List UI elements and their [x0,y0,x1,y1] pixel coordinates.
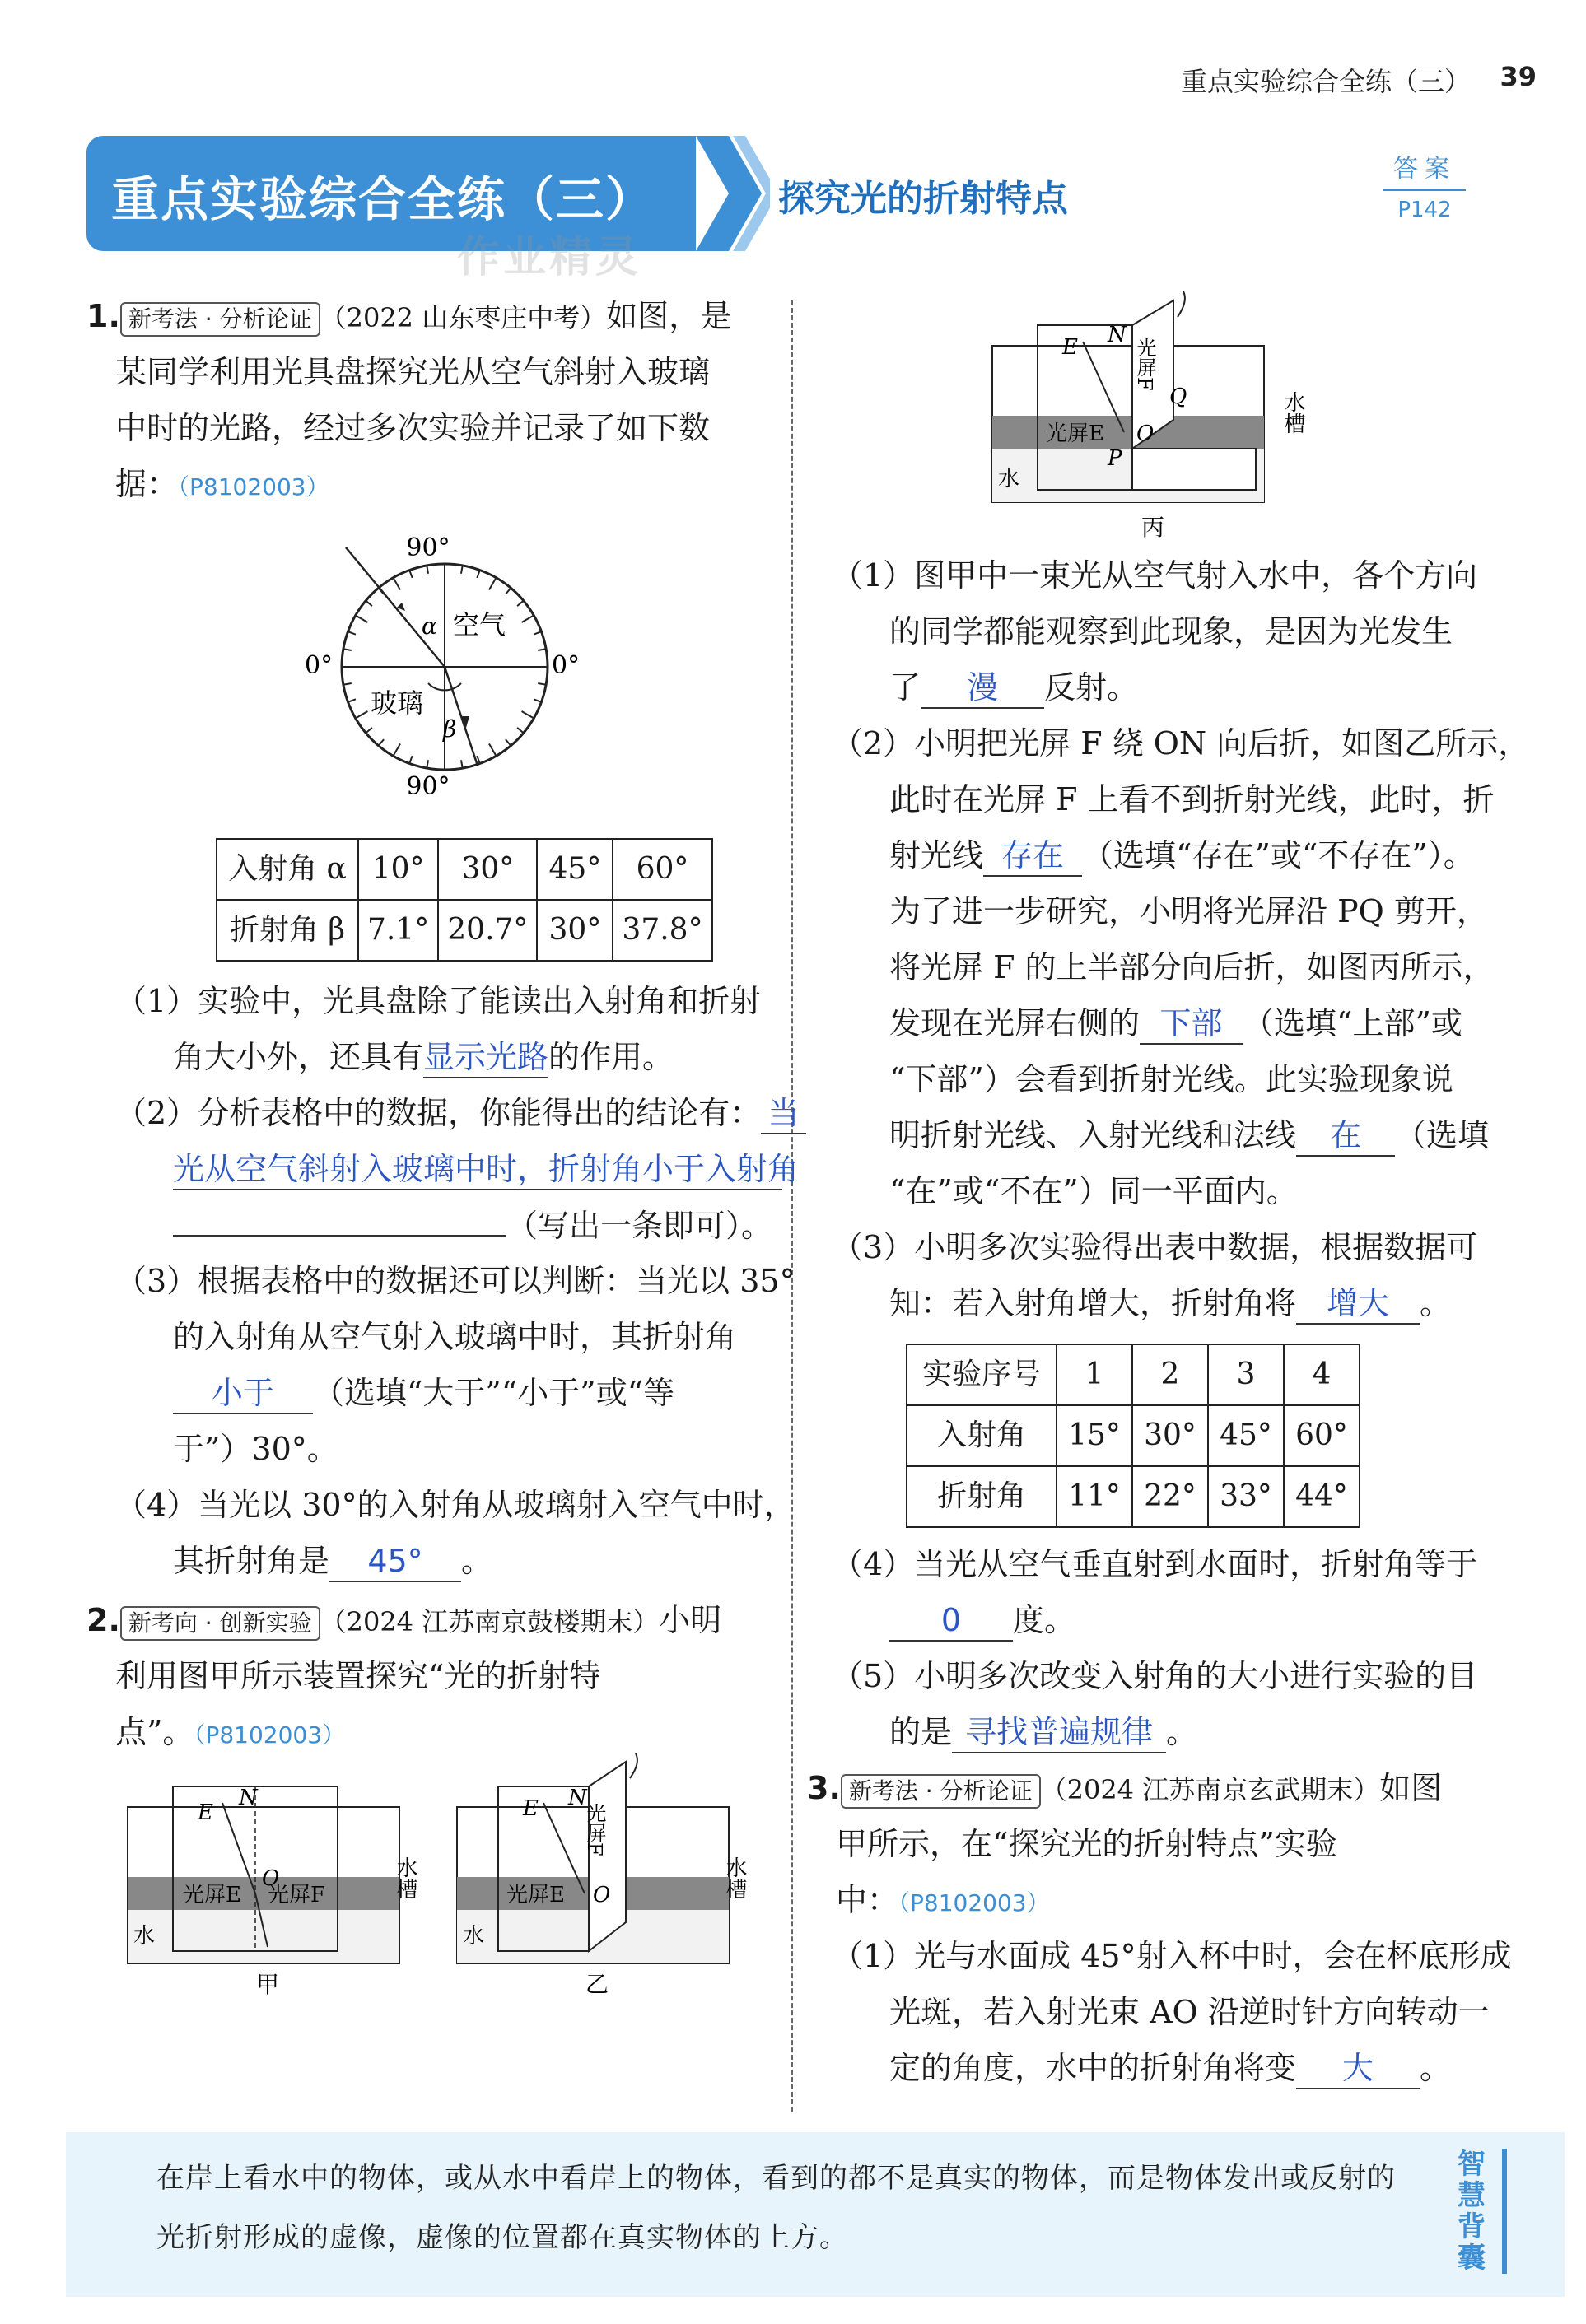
q2-sub1-answer: 漫 [921,668,1044,709]
page-number: 39 [1500,61,1537,92]
svg-text:N: N [1108,323,1127,347]
label-left: 0° [305,651,334,680]
label-bottom: 90° [406,772,450,801]
q2-sub2-a: （2）小明把光屏 F 绕 ON 向后折，如图乙所示， [832,725,1530,761]
table-row [907,1405,1360,1466]
q2-sub2-e: 为了进一步研究，小明将光屏沿 PQ 剪开， [889,893,1488,929]
q2-sub1-a: （1）图甲中一束光从空气射入水中，各个方向 [832,557,1478,594]
q2-sub4-line [889,1592,1075,1648]
protractor-tick [356,711,368,719]
caption-yi: 乙 [585,1971,609,1998]
q2-sub5-b: 的是 [889,1714,953,1750]
q1-sub4-b: 其折射角是 [173,1543,330,1579]
q1-stem-3: 据： [115,466,179,502]
protractor-tick [489,744,497,757]
table-cell: 22° [1132,1466,1208,1527]
q3-stem-0: 如图 [1379,1770,1443,1806]
q3-sub1-answer: 大 [1296,2048,1420,2089]
q3-sub1-line [889,2040,1451,2096]
svg-text:光屏E: 光屏E [1046,421,1104,446]
protractor-tick [517,601,524,606]
protractor-tick [427,760,428,768]
table-cell: 2 [1132,1344,1208,1405]
answer-page: P142 [1397,198,1452,222]
q1-data-table [216,838,713,962]
q1-stem-2: 中时的光路，经过多次实验并记录了如下数 [115,410,711,446]
q1-stem-1: 某同学利用光具盘探究光从空气斜射入玻璃 [115,354,711,390]
q1-source: （2022 山东枣庄中考） [320,302,607,333]
q3-stem-2-line [836,1872,1050,1931]
protractor-tick [477,571,479,578]
table-cell: 30° [1132,1405,1208,1466]
q1-number: 1. [86,298,120,334]
table-row-label: 折射角 β [217,900,358,961]
table-row [907,1344,1360,1405]
q2-sub3-b: 知：若入射角增大，折射角将 [889,1285,1297,1321]
q1-sub3-line [173,1365,674,1421]
q2-sub3-c: 。 [1420,1285,1452,1321]
fig-yi [453,1753,774,2017]
q2-sub4-b: 度。 [1013,1602,1076,1638]
protractor-tick [366,728,372,733]
q1-sub3-d: 于”）30°。 [173,1431,338,1467]
chevron-icon [696,136,770,251]
protractor-tick [409,571,412,578]
svg-text:E: E [523,1796,539,1821]
q3-stem-1: 甲所示，在“探究光的折射特点”实验 [836,1826,1337,1862]
q1-sub2-c: （写出一条即可）。 [506,1208,773,1244]
q2-sub2-line1 [889,827,1475,883]
q2-sub2-answer3: 在 [1296,1115,1395,1157]
table-row [907,1466,1360,1527]
q2-stem-2-line [115,1704,345,1763]
watermark: 作业精灵 [457,233,642,282]
q2-sub3-a: （3）小明多次实验得出表中数据，根据数据可 [832,1229,1478,1265]
protractor-tick [534,699,541,701]
protractor-tick [348,699,356,701]
q1-sub3-a: （3）根据表格中的数据还可以判断：当光以 35° [115,1263,795,1299]
q3-sub1-d: 。 [1420,2050,1452,2086]
q2-sub2-answer1: 存在 [983,836,1082,877]
protractor-tick [356,616,368,623]
table-row-label: 入射角 α [217,839,358,900]
svg-text:O: O [1136,421,1155,446]
table-cell: 11° [1057,1466,1132,1527]
table-cell: 45° [537,839,613,900]
protractor-tick [506,739,511,746]
svg-text:O: O [593,1883,611,1907]
table-row-label: 实验序号 [907,1344,1057,1405]
q1-sub1-b: 角大小外，还具有 [173,1039,424,1075]
q1-sub1-line [173,1029,674,1085]
q2-sub4-answer: 0 [889,1600,1013,1642]
svg-text:水: 水 [998,467,1020,491]
q3-number: 3. [807,1770,841,1806]
q2-sub2-i: “下部”）会看到折射光线。此实验现象说 [889,1061,1453,1097]
protractor-tick [343,683,352,685]
table-cell: 15° [1057,1405,1132,1466]
q1-sub2-line [115,1085,806,1141]
label-right: 0° [552,651,581,680]
label-alpha: α [422,612,437,640]
table-cell: 3 [1208,1344,1284,1405]
q1-header [86,288,731,346]
label-beta: β [443,715,457,743]
q1-sub3-b: 的入射角从空气射入玻璃中时，其折射角 [173,1319,737,1355]
q2-stem-0: 小明 [659,1602,722,1638]
table-cell: 20.7° [438,900,537,961]
protractor-tick [522,616,534,623]
protractor-tick [394,744,401,757]
q2-sub1-c: 了 [889,669,921,706]
protractor-tick [506,588,511,594]
table-cell: 60° [1284,1405,1360,1466]
q2-number: 2. [86,1602,120,1638]
q1-protractor-figure [305,527,585,807]
q2-stem-2: 点”。 [115,1714,194,1750]
svg-text:水: 水 [133,1924,156,1949]
svg-text:水槽: 水槽 [722,1856,747,1899]
q2-sub2-answer2: 下部 [1140,1004,1243,1045]
table-cell: 1 [1057,1344,1132,1405]
footer-side-label: 智慧背囊 [1458,2149,1507,2274]
table-row-label: 折射角 [907,1466,1057,1527]
q2-data-table [906,1344,1360,1528]
q2-sub5-c: 。 [1166,1714,1198,1750]
protractor-tick [366,601,372,606]
protractor-tick [409,756,412,763]
table-cell: 7.1° [358,900,438,961]
table-cell: 33° [1208,1466,1284,1527]
q2-sub5-line [889,1704,1197,1760]
q2-sub2-l: “在”或“不在”）同一平面内。 [889,1173,1298,1209]
svg-text:水: 水 [463,1924,485,1949]
protractor-tick [427,566,428,574]
q1-sub1-a: （1）实验中，光具盘除了能读出入射角和折射 [115,983,762,1019]
column-divider [791,300,793,2112]
header-title: 重点实验综合全练（三） [1180,66,1471,97]
protractor-tick [343,649,352,650]
protractor-tick [461,760,463,768]
q2-sub4-a: （4）当光从空气垂直射到水面时，折射角等于 [832,1546,1478,1582]
q2-sub2-line3 [889,1107,1489,1163]
q1-sub4-line [173,1533,492,1589]
q1-stem-3-line [115,456,329,515]
q1-stem-0: 如图，是 [606,298,732,334]
q2-sub2-k: （选填 [1395,1117,1490,1153]
q2-stem-1: 利用图甲所示装置探究“光的折射特 [115,1658,601,1694]
svg-text:E: E [198,1800,213,1825]
svg-text:光屏F: 光屏F [583,1803,606,1856]
q1-sub2-answer2: 光从空气斜射入玻璃中时，折射角小于入射角 [173,1149,782,1190]
q1-sub2-blank [173,1197,506,1237]
q2-sub2-c: 射光线 [889,837,984,873]
svg-text:O: O [262,1866,280,1891]
q1-sub4-a: （4）当光以 30°的入射角从玻璃射入空气中时， [115,1487,795,1523]
q1-sub3-c: （选填“大于”“小于”或“等 [313,1375,675,1411]
label-top: 90° [406,533,450,562]
answer-label: 答案 [1383,148,1466,191]
q2-sub2-line2 [889,995,1462,1051]
table-cell: 30° [537,900,613,961]
q2-sub1-b: 的同学都能观察到此现象，是因为光发生 [889,613,1453,650]
q1-code: （P8102003） [178,473,329,501]
q1-sub1-answer: 显示光路 [423,1037,548,1078]
q3-stem-2: 中： [836,1882,899,1918]
footer-line-1: 在岸上看水中的物体，或从水中看岸上的物体，看到的都不是真实的物体，而是物体发出或反射的 [156,2162,1396,2195]
q3-source: （2024 江苏南京玄武期末） [1040,1774,1380,1805]
table-cell: 45° [1208,1405,1284,1466]
footer-tip [66,2132,1565,2297]
q2-sub1-line [889,659,1138,715]
protractor-tick [517,728,524,733]
banner-subtitle: 探究光的折射特点 [778,178,1068,220]
q3-header [807,1760,1442,1818]
q2-header [86,1592,721,1650]
fig-bing [984,288,1330,560]
q2-sub2-b: 此时在光屏 F 上看不到折射光线，此时，折 [889,781,1495,817]
q2-source: （2024 江苏南京鼓楼期末） [320,1606,660,1637]
svg-text:N: N [568,1786,587,1810]
q2-sub2-f: 将光屏 F 的上半部分向后折，如图丙所示， [889,949,1495,985]
footer-text [156,2149,1490,2267]
svg-text:光屏F: 光屏F [268,1883,326,1907]
q1-sub2-answer1: 当 [761,1093,806,1134]
caption-bing: 丙 [1141,514,1165,541]
svg-text:光屏E: 光屏E [506,1883,565,1907]
banner-title: 重点实验综合全练（三） [111,171,655,227]
q2-sub2-g: 发现在光屏右侧的 [889,1005,1141,1041]
protractor-tick [522,711,534,719]
q2-tag: 新考向 · 创新实验 [120,1606,320,1641]
protractor-tick [379,739,384,746]
q2-sub3-answer: 增大 [1296,1283,1420,1325]
svg-text:Q: Q [1169,384,1187,409]
label-glass: 玻璃 [371,687,424,719]
q3-sub1-a: （1）光与水面成 45°射入杯中时，会在杯底形成 [832,1938,1512,1974]
svg-text:光屏E: 光屏E [183,1883,241,1907]
q2-sub1-d: 反射。 [1044,669,1139,706]
table-row [217,900,712,961]
table-cell: 30° [438,839,537,900]
label-air: 空气 [453,609,506,640]
q1-sub4-answer: 45° [329,1541,461,1582]
protractor-tick [534,631,541,634]
table-cell: 4 [1284,1344,1360,1405]
q2-sub5-a: （5）小明多次改变入射角的大小进行实验的目 [832,1658,1478,1694]
fig-jia [124,1770,436,2017]
q1-sub1-c: 的作用。 [548,1039,674,1075]
q2-sub2-j: 明折射光线、入射光线和法线 [889,1117,1297,1153]
svg-text:水槽: 水槽 [393,1856,417,1899]
table-cell: 44° [1284,1466,1360,1527]
protractor-tick [394,578,401,590]
answer-reference [1383,148,1466,222]
table-row [217,839,712,900]
protractor-tick [538,683,546,685]
q1-sub2-tail [173,1197,772,1254]
table-cell: 10° [358,839,438,900]
q3-tag: 新考法 · 分析论证 [841,1774,1041,1809]
protractor-tick [489,578,497,590]
q3-sub1-b: 光斑，若入射光束 AO 沿逆时针方向转动一 [889,1994,1490,2030]
q1-sub2-answer-line [173,1141,800,1197]
protractor-tick [538,649,546,650]
q2-sub5-answer: 寻找普遍规律 [952,1712,1166,1753]
table-cell: 60° [613,839,711,900]
protractor-tick [461,566,463,574]
svg-text:P: P [1108,446,1122,471]
q3-code: （P8102003） [898,1889,1050,1916]
q1-sub2-a: （2）分析表格中的数据，你能得出的结论有： [115,1095,762,1131]
protractor-tick [348,631,356,634]
q2-code: （P8102003） [194,1721,346,1749]
svg-text:光屏F: 光屏F [1133,338,1156,391]
q2-sub2-h: （选填“上部”或 [1243,1005,1462,1041]
q2-sub2-d: （选填“存在”或“不存在”）。 [1082,837,1475,873]
footer-line-2: 光折射形成的虚像，虚像的位置都在真实物体的上方。 [156,2221,848,2254]
caption-jia: 甲 [255,1971,280,1998]
svg-text:N: N [239,1786,258,1810]
q1-tag: 新考法 · 分析论证 [120,302,320,337]
svg-text:水槽: 水槽 [1280,391,1305,434]
table-cell: 37.8° [613,900,711,961]
q2-sub3-line [889,1275,1451,1331]
svg-text:E: E [1062,335,1078,360]
table-row-label: 入射角 [907,1405,1057,1466]
q1-sub4-c: 。 [461,1543,493,1579]
q3-sub1-c: 定的角度，水中的折射角将变 [889,2050,1297,2086]
q1-sub3-answer: 小于 [173,1373,313,1414]
